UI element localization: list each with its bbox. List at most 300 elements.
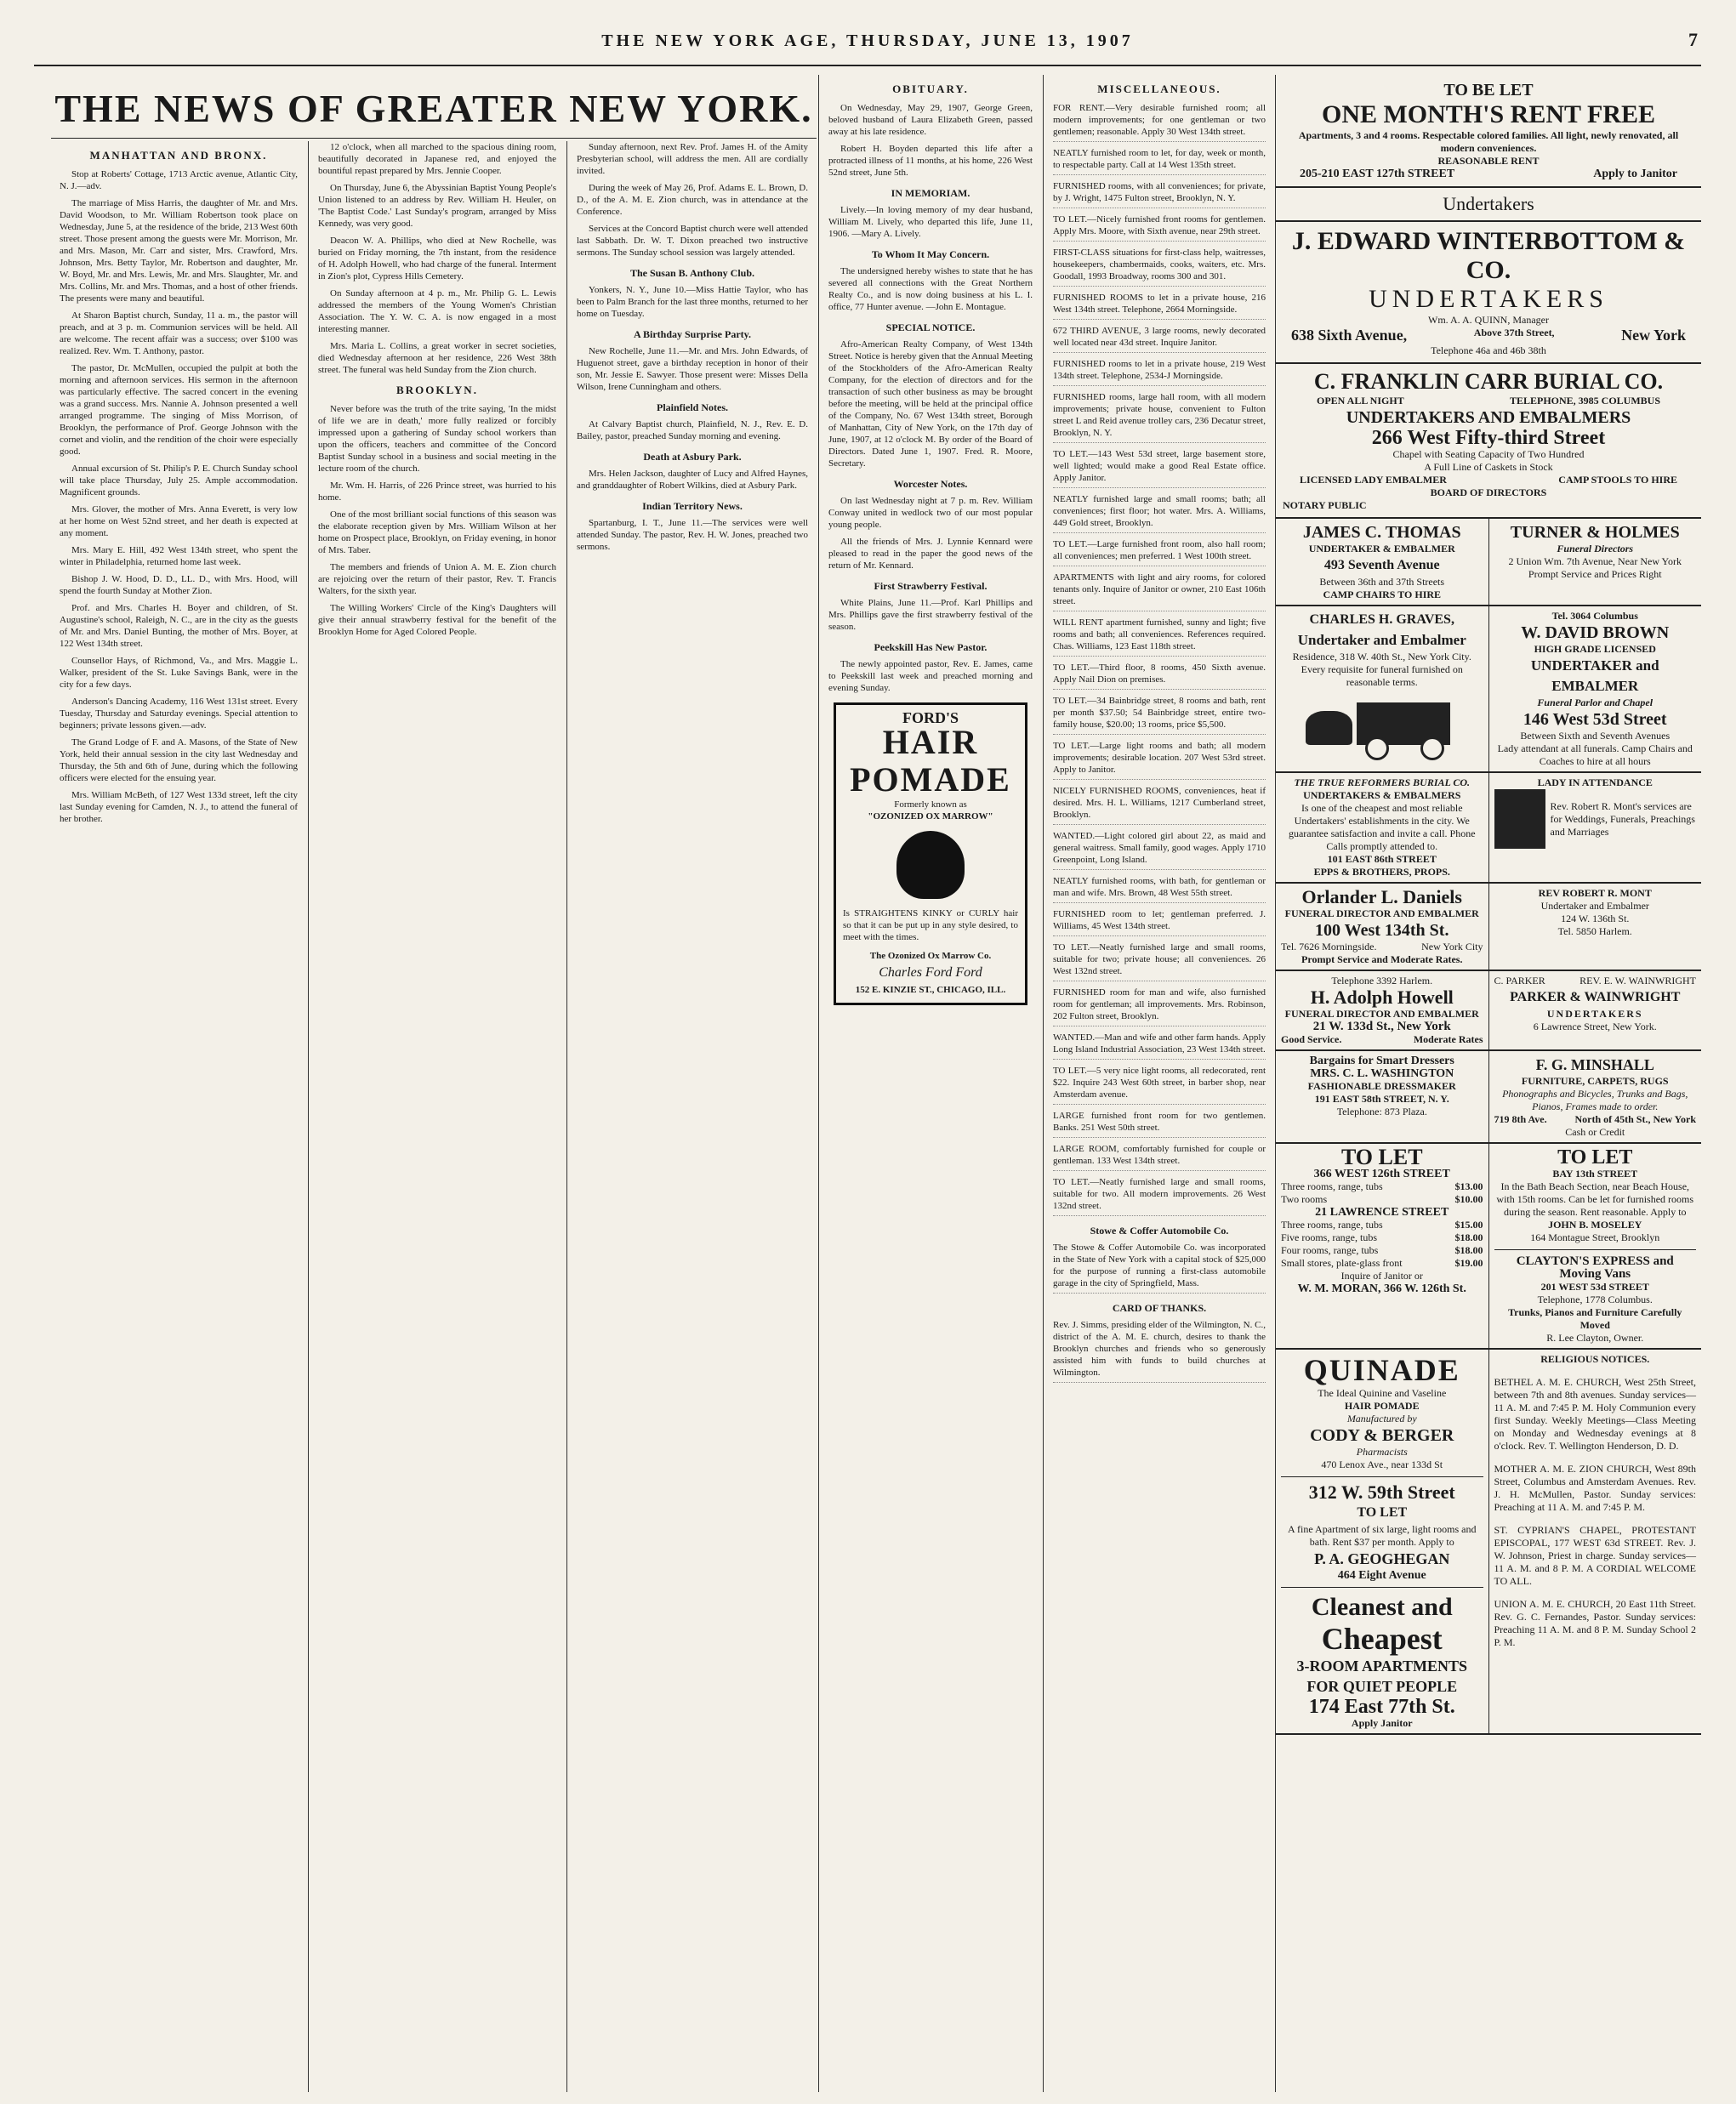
heading-worcester: Worcester Notes.: [893, 478, 968, 490]
paragraph: LARGE ROOM, comfortably furnished for couple or gentleman. 133 West 134th street.: [1053, 1143, 1266, 1171]
paragraph: TO LET.—34 Bainbridge street, 8 rooms and bath, rent per month $37.50; 54 Bainbridge street, entire two-family house, $20.00; 13 rooms, price $5,500.: [1053, 695, 1266, 735]
ad-text: 6 Lawrence Street, New York.: [1533, 1021, 1657, 1032]
ad-text: UNDERTAKERS AND EMBALMERS: [1346, 408, 1631, 427]
paragraph: Mr. Wm. H. Harris, of 226 Prince street, was hurried to his home.: [318, 481, 556, 503]
ad-text: 124 W. 136th St.: [1561, 913, 1630, 924]
classified-ads-list: [1053, 102, 1266, 1216]
ad-text: 101 EAST 86th STREET: [1327, 853, 1437, 865]
pomade-oldname: "OZONIZED OX MARROW": [868, 811, 993, 822]
ad-text: Apply Janitor: [1351, 1717, 1413, 1729]
ad-text: BOARD OF DIRECTORS: [1430, 486, 1547, 498]
column-5-classifieds: [1044, 75, 1274, 2092]
ad-text: Telephone: 873 Plaza.: [1336, 1106, 1427, 1117]
masthead-title: THE NEW YORK AGE, THURSDAY, JUNE 13, 1907: [601, 31, 1134, 50]
section-manhattan: MANHATTAN AND BRONX.: [89, 149, 268, 162]
ad-text: FUNERAL DIRECTOR AND EMBALMER: [1284, 1008, 1479, 1020]
main-headline: THE NEWS OF GREATER NEW YORK.: [51, 78, 817, 139]
ad-text: Inquire of Janitor or: [1340, 1270, 1423, 1282]
paragraph: On Thursday, June 6, the Abyssinian Baptist Young People's Union listened to an address by Rev. William H. Heuler, on 'The Baptist Code.' Last Sunday's program, arranged by Miss Kennedy, was very good.: [318, 183, 556, 229]
paragraph: NEATLY furnished large and small rooms; bath; all conveniences; first floor; hot water. Mrs. A. Williams, 449 Gold street, Brooklyn.: [1053, 493, 1266, 533]
ad-text: NOTARY PUBLIC: [1283, 499, 1367, 511]
paragraph: Robert H. Boyden departed this life after a protracted illness of 11 months, at his home, 226 West 52nd street, June 5th.: [828, 144, 1033, 178]
ad-text: Tel. 3064 Columbus: [1551, 610, 1638, 622]
price-value: $13.00: [1454, 1180, 1483, 1192]
ad-text: BAY 13th STREET: [1552, 1168, 1638, 1180]
paragraph: FURNISHED rooms, with all conveniences; for private, by J. Wright, 1475 Fulton street, Brooklyn, N. Y.: [1053, 180, 1266, 208]
paragraph: The newly appointed pastor, Rev. E. James, came to Peekskill last week and preached morning and evening Sunday.: [828, 659, 1033, 693]
ad-text: LICENSED LADY EMBALMER: [1300, 474, 1447, 486]
ad-text: Above 37th Street,: [1473, 327, 1555, 338]
quinade-religious-row: [1276, 1350, 1701, 1735]
price-value: $15.00: [1454, 1219, 1483, 1231]
ad-text: REV ROBERT R. MONT: [1538, 887, 1652, 899]
paragraph: MOTHER A. M. E. ZION CHURCH, West 89th Street, Columbus and Amsterdam Avenues. Rev. J. H. McMullen, Pastor. Sunday services: Preaching at 11 A. M. and 7:45 P. M.: [1494, 1463, 1696, 1513]
ad-text: Prompt Service and Prices Right: [1528, 568, 1662, 580]
heading-indian-territory: Indian Territory News.: [642, 500, 743, 512]
price-row: [1281, 1244, 1483, 1257]
price-label: Two rooms: [1281, 1193, 1328, 1205]
ad-text: 2 Union Wm. 7th Avenue, Near New York: [1508, 555, 1682, 567]
paragraph: TO LET.—5 very nice light rooms, all redecorated, rent $22. Inquire 243 West 60th street, in barber shop, near Amsterdam avenue.: [1053, 1065, 1266, 1105]
paragraph: WANTED.—Light colored girl about 22, as maid and general waitress. Small family, good wages. Apply 1710 Greenpoint, Long Island.: [1053, 830, 1266, 870]
price-label: Three rooms, range, tubs: [1281, 1219, 1383, 1231]
price-value: $19.00: [1454, 1257, 1483, 1269]
column-2-paragraphs: [318, 141, 556, 376]
ad-text: TO LET: [1557, 1146, 1633, 1169]
price-row: [1281, 1257, 1483, 1270]
heading-birthday: A Birthday Surprise Party.: [633, 328, 751, 340]
column-4-paragraphs-4: [828, 338, 1033, 469]
paragraph: Mrs. Maria L. Collins, a great worker in secret societies, died Wednesday afternoon at her residence, 226 West 38th street. The funeral was held Sunday from the Zion church.: [318, 341, 556, 375]
paragraph: 12 o'clock, when all marched to the spacious dining room, beautifully decorated in Japanese red, and enjoyed the bountiful repast prepared by Mrs. Jennie Cooper.: [318, 142, 556, 176]
column-3-paragraphs-6: [577, 517, 808, 553]
ad-text: Moderate Rates: [1413, 1033, 1483, 1045]
paragraph: Yonkers, N. Y., June 10.—Miss Hattie Taylor, who has been to Palm Branch for the last three months, returned to her home on Tuesday.: [577, 285, 808, 319]
paragraph: During the week of May 26, Prof. Adams E. L. Brown, D. D., of the A. M. E. Zion church, was in attendance at the Conference.: [577, 183, 808, 217]
thomas-turner-row: [1276, 519, 1701, 606]
ad-text: UNDERTAKERS & EMBALMERS: [1303, 789, 1461, 801]
ad-text: Manufactured by: [1346, 1413, 1417, 1424]
ad-text: 201 WEST 53d STREET: [1540, 1281, 1649, 1293]
newspaper-page: [34, 17, 1701, 2092]
paragraph: Afro-American Realty Company, of West 134th Street. Notice is hereby given that the Annual Meeting of the Stockholders of the Afro-American Realty Company, for the election of directors and for the transaction of such other business as may be brought before the meeting, will be held at the principal office of the Company, No. 67 West 134th street, Borough of Manhattan, City of New York, on the 17th day of June, 1907, at 12 o'clock M. By order of the Board of Directors. Dated June 1, 1907. Fred. R. Moore, Secretary.: [828, 339, 1033, 469]
column-1-paragraphs: [60, 168, 298, 825]
ad-text: 205-210 EAST 127th STREET: [1300, 168, 1455, 180]
ad-text: 464 Eight Avenue: [1337, 1569, 1426, 1582]
ad-text: QUINADE: [1303, 1353, 1460, 1387]
ad-text: F. G. MINSHALL: [1535, 1056, 1654, 1073]
column-5-paragraphs-2: [1053, 1319, 1266, 1383]
daniels-mont-row: [1276, 884, 1701, 971]
ad-text: Tel. 5850 Harlem.: [1557, 925, 1632, 937]
pomade-signature: Charles Ford Ford: [879, 965, 982, 980]
washington-ad: [1276, 1051, 1488, 1142]
ad-text: Apply to Janitor: [1593, 168, 1677, 180]
ad-text: 638 Sixth Avenue,: [1291, 327, 1408, 344]
ad-text: Wm. A. A. QUINN, Manager: [1428, 314, 1549, 326]
ad-text: THE TRUE REFORMERS BURIAL CO.: [1294, 776, 1471, 788]
ad-text: 3-ROOM APARTMENTS: [1296, 1658, 1468, 1675]
ad-text: UNDERTAKER and EMBALMER: [1530, 657, 1659, 694]
page-number: 7: [1688, 29, 1701, 50]
ad-text: W. DAVID BROWN: [1521, 623, 1670, 642]
ad-text: Telephone, 1778 Columbus.: [1537, 1294, 1653, 1305]
paragraph: Services at the Concord Baptist church were well attended last Sabbath. Dr. W. T. Dixon preached two instructive sermons. The Sunday school session was largely attended.: [577, 224, 808, 258]
paragraph: TO LET.—Large light rooms and bath; all modern improvements; desirable location. 207 West 53rd street. Apply to Janitor.: [1053, 740, 1266, 780]
ad-text: 164 Montague Street, Brooklyn: [1530, 1231, 1660, 1243]
bay-clayton-col: [1488, 1144, 1702, 1348]
paragraph: NEATLY furnished rooms, with bath, for gentleman or man and wife. Mrs. Brown, 48 West 55th street.: [1053, 875, 1266, 903]
quinade-col: [1276, 1350, 1488, 1733]
ad-text: CLAYTON'S EXPRESS and Moving Vans: [1516, 1254, 1674, 1281]
ad-text: Telephone 46a and 46b 38th: [1431, 344, 1546, 356]
paragraph: FOR RENT.—Very desirable furnished room; all modern improvements; for one gentleman or two gentlemen; reasonable. Apply 30 West 134th street.: [1053, 102, 1266, 142]
paragraph: LARGE furnished front room for two gentlemen. Banks. 251 West 50th street.: [1053, 1110, 1266, 1138]
ad-text: JOHN B. MOSELEY: [1548, 1219, 1642, 1231]
ad-text: Orlander L. Daniels: [1301, 886, 1462, 907]
lady-attendance-ad: [1488, 773, 1702, 882]
column-4: [820, 75, 1041, 2092]
column-3-paragraphs-3: [577, 345, 808, 393]
paragraph: TO LET.—143 West 53d street, large basement store, well lighted; would make a good Real Estate office. Apply Janitor.: [1053, 448, 1266, 488]
ad-text: TO BE LET: [1443, 81, 1534, 100]
ad-text: FURNITURE, CARPETS, RUGS: [1521, 1075, 1669, 1087]
heading-asbury: Death at Asbury Park.: [643, 451, 742, 463]
ad-text: TELEPHONE, 3985 COLUMBUS: [1509, 395, 1660, 407]
paragraph: Mrs. Mary E. Hill, 492 West 134th street, who spent the winter in Philadelphia, returned home last week.: [60, 545, 298, 567]
paragraph: NEATLY furnished room to let, for day, week or month, to respectable party. Call at 14 West 135th street.: [1053, 147, 1266, 175]
ad-text: Telephone 3392 Harlem.: [1331, 975, 1433, 987]
paragraph: BETHEL A. M. E. CHURCH, West 25th Street, between 7th and 8th avenues. Sunday services—11 A. M. and 7:45 P. M. Holy Communion every first Sunday. Weekly Meetings—Class Meeting on Monday and Wednesday evenings at 8 o'clock. Rev. T. Wellington Henderson, D. D.: [1494, 1376, 1696, 1452]
price-value: $18.00: [1454, 1231, 1483, 1243]
ad-text: ONE MONTH'S RENT FREE: [1321, 100, 1655, 128]
ad-text: FUNERAL DIRECTOR AND EMBALMER: [1284, 907, 1479, 919]
advertisement-column: [1276, 75, 1701, 2092]
ad-text: UNDERTAKER & EMBALMER: [1308, 543, 1455, 554]
ad-text: W. M. MORAN, 366 W. 126th St.: [1297, 1282, 1466, 1295]
hair-pomade-ad: [834, 702, 1027, 1005]
turner-ad: [1488, 519, 1702, 605]
carr-burial-ad: [1276, 364, 1701, 519]
paragraph: Never before was the truth of the trite saying, 'In the midst of life we are in death,' more fully realized or forcibly impressed upon a gathering of Sunday school workers than upon the officers, teachers and committee of the Concord Baptist Sunday school in a business and social meeting in the lecture room of the church.: [318, 404, 556, 474]
column-3-paragraphs-5: [577, 468, 808, 492]
ad-text: 21 W. 133d St., New York: [1312, 1020, 1451, 1033]
paragraph: WANTED.—Man and wife and other farm hands. Apply Long Island Industrial Association, 23 West 134th street.: [1053, 1032, 1266, 1060]
undertakers-heading: Undertakers: [1276, 188, 1701, 222]
paragraph: TO LET.—Large furnished front room, also hall room; all conveniences; men preferred. 1 West 100th street.: [1053, 538, 1266, 566]
price-row: [1281, 1180, 1483, 1193]
column-3-paragraphs-2: [577, 284, 808, 320]
pomade-address: 152 E. KINZIE ST., CHICAGO, ILL.: [855, 985, 1006, 995]
column-3-paragraphs: [577, 141, 808, 259]
ad-text: Phonographs and Bicycles, Trunks and Bags, Pianos, Frames made to order.: [1502, 1088, 1688, 1112]
pomade-maker: The Ozonized Ox Marrow Co.: [869, 951, 992, 961]
ad-text: HAIR POMADE: [1344, 1400, 1420, 1412]
ad-text: 21 LAWRENCE STREET: [1315, 1206, 1449, 1219]
paragraph: TO LET.—Third floor, 8 rooms, 450 Sixth avenue. Apply Nail Dion on premises.: [1053, 662, 1266, 690]
ad-text: In the Bath Beach Section, near Beach House, with 15th rooms. Can be let for furnished rooms during the season. Rent reasonable. Apply to: [1496, 1180, 1694, 1218]
ad-text: REASONABLE RENT: [1437, 155, 1540, 167]
paragraph: FURNISHED room to let; gentleman preferred. J. Williams, 45 West 134th street.: [1053, 908, 1266, 936]
ad-text: Trunks, Pianos and Furniture Carefully Moved: [1508, 1306, 1682, 1331]
column-3-paragraphs-4: [577, 418, 808, 442]
column-4-paragraphs-5: [828, 495, 1033, 571]
ad-text: OPEN ALL NIGHT: [1317, 395, 1404, 407]
heading-plainfield: Plainfield Notes.: [657, 401, 728, 413]
price-row: [1281, 1231, 1483, 1244]
ad-text: JAMES C. THOMAS: [1302, 523, 1461, 542]
column-1: [51, 141, 306, 2092]
column-4-paragraphs-2: [828, 204, 1033, 240]
ad-text: 191 EAST 58th STREET, N. Y.: [1314, 1093, 1449, 1105]
paragraph: WILL RENT apartment furnished, sunny and light; five rooms and bath; all conveniences. References required. Chas. Williams, 123 East 118th street.: [1053, 617, 1266, 657]
ad-text: A fine Apartment of six large, light rooms and bath. Rent $37 per month. Apply to: [1288, 1523, 1477, 1548]
ad-text: UNDERTAKERS: [1546, 1008, 1643, 1020]
ad-text: TO LET: [1340, 1145, 1423, 1169]
paragraph: The pastor, Dr. McMullen, occupied the pulpit at both the morning and afternoon services. His sermon in the afternoon was particularly effective. The sacred concert in the evening was a grand success. Mrs. Nannie A. Johnson presented a well arranged programme. The singing of Miss Morrison, of Brooklyn, the performance of Prof. George Johnson with the cornet and violin, and the rendition of the choir were especially good.: [60, 363, 298, 457]
ad-text: Funeral Parlor and Chapel: [1537, 697, 1653, 708]
ad-text: Rev. Robert R. Mont's services are for Weddings, Funerals, Preachings and Marriages: [1550, 799, 1695, 838]
ad-text: MRS. C. L. WASHINGTON: [1310, 1067, 1454, 1080]
paragraph: FIRST-CLASS situations for first-class help, waitresses, housekeepers, chambermaids, cooks, waiters, etc. Mrs. Goodall, 1993 Broadway, rooms 300 and 301.: [1053, 247, 1266, 287]
paragraph: At Sharon Baptist church, Sunday, 11 a. m., the pastor will preach, and at 3 p. m. Communion services will be held. All are welcome. The recent affair was a success; over $100 was realized. Rev. Wm. T. Anthony, pastor.: [60, 310, 298, 356]
paragraph: White Plains, June 11.—Prof. Karl Phillips and Mrs. Phillips gave the first strawberry festival of the season.: [828, 598, 1033, 632]
graves-ad: [1276, 606, 1488, 771]
pomade-body: Is STRAIGHTENS KINKY or CURLY hair so that it can be put up in any style desired, to meet with the times.: [843, 908, 1018, 942]
ad-text: New York: [1621, 327, 1686, 344]
ad-text: Bargains for Smart Dressers: [1309, 1055, 1454, 1067]
ad-text: C. PARKER: [1494, 975, 1545, 987]
thomas-ad: [1276, 519, 1488, 605]
ad-text: Undertaker and Embalmer: [1540, 900, 1649, 912]
ad-text: The Ideal Quinine and Vaseline: [1318, 1387, 1447, 1399]
rent-free-ad: [1276, 75, 1701, 188]
ad-text: 719 8th Ave.: [1494, 1113, 1547, 1125]
paragraph: The Grand Lodge of F. and A. Masons, of the State of New York, held their annual session in the city last Wednesday and Thursday, the 5th and 6th of June, during which the following officers were elected for the ensuing year.: [60, 737, 298, 783]
ad-text: Pharmacists: [1356, 1446, 1408, 1458]
tolet-row: [1276, 1144, 1701, 1350]
rent-price-rows: [1281, 1180, 1483, 1206]
column-2: [310, 141, 565, 2092]
ad-text: CHARLES H. GRAVES,: [1309, 612, 1454, 627]
ad-text: Prompt Service and Moderate Rates.: [1301, 953, 1463, 965]
ad-text: 470 Lenox Ave., near 133d St: [1321, 1459, 1443, 1470]
paragraph: New Rochelle, June 11.—Mr. and Mrs. John Edwards, of Huguenot street, gave a birthday reception in honor of their son, Mr. Jessie E. Sawyer. Those present were: Misses Della Wilson, Irene Cunningham and others.: [577, 346, 808, 392]
column-4-paragraphs-3: [828, 265, 1033, 313]
price-row: [1281, 1219, 1483, 1231]
ad-text: 100 West 134th St.: [1315, 921, 1449, 940]
paragraph: On Sunday afternoon at 4 p. m., Mr. Philip G. L. Lewis addressed the members of the Young Women's Christian Association. The Y. W. C. A. is now engaged in a most interesting manner.: [318, 288, 556, 334]
ad-text: Between 36th and 37th Streets: [1319, 576, 1445, 588]
paragraph: Mrs. Helen Jackson, daughter of Lucy and Alfred Haynes, and granddaughter of Robert Wilkins, died at Asbury Park.: [577, 469, 808, 491]
paragraph: Rev. J. Simms, presiding elder of the Wilmington, N. C., district of the A. M. E. church, desires to thank the Brooklyn churches and friends who so generously assisted him with funds to build churches at Wilmington.: [1053, 1319, 1266, 1383]
heading-peekskill: Peekskill Has New Pastor.: [874, 641, 988, 653]
paragraph: The Stowe & Coffer Automobile Co. was incorporated in the State of New York with a capital stock of $25,000 for the purpose of running a first-class automobile garage in the city of Springfield, Mass.: [1053, 1242, 1266, 1294]
ad-text: REV. E. W. WAINWRIGHT: [1579, 975, 1696, 987]
price-value: $18.00: [1454, 1244, 1483, 1256]
paragraph: Bishop J. W. Hood, D. D., LL. D., with Mrs. Hood, will spend the fourth Sunday at Mother Zion.: [60, 574, 298, 596]
ad-text: UNDERTAKERS: [1369, 285, 1608, 313]
ad-text: Undertaker and Embalmer: [1297, 632, 1466, 648]
ad-text: Cheapest: [1321, 1622, 1443, 1656]
ad-text: H. Adolph Howell: [1310, 987, 1454, 1008]
heading-memoriam: IN MEMORIAM.: [891, 187, 970, 199]
section-obituary: OBITUARY.: [892, 82, 969, 95]
price-label: Four rooms, range, tubs: [1281, 1244, 1379, 1256]
heading-special-notice: SPECIAL NOTICE.: [885, 321, 976, 333]
paragraph: Sunday afternoon, next Rev. Prof. James H. of the Amity Presbyterian school, will address the men. All are cordially invited.: [577, 142, 808, 176]
parker-ad: [1488, 971, 1702, 1049]
tolet-366-ad: [1276, 1144, 1488, 1348]
paragraph: Mrs. William McBeth, of 127 West 133d street, left the city last Sunday evening for Camden, N. J., to attend the funeral of her brother.: [60, 790, 298, 824]
paragraph: All the friends of Mrs. J. Lynnie Kennard were pleased to read in the paper the good news of the return of Mr. Kennard.: [828, 537, 1033, 571]
reformers-ad: [1276, 773, 1488, 882]
religious-heading: RELIGIOUS NOTICES.: [1540, 1353, 1650, 1365]
heading-strawberry: First Strawberry Festival.: [874, 580, 988, 592]
ad-text: Cash or Credit: [1565, 1126, 1625, 1138]
price-row: [1281, 1193, 1483, 1206]
ad-text: Cleanest and: [1311, 1593, 1453, 1621]
column-5-paragraphs: [1053, 1242, 1266, 1294]
paragraph: NICELY FURNISHED ROOMS, conveniences, heat if desired. Mrs. H. L. Williams, 1217 Cumberland street, Brooklyn.: [1053, 785, 1266, 825]
column-4-paragraphs-6: [828, 597, 1033, 633]
paragraph: One of the most brilliant social functions of this season was the elaborate reception given by Mrs. William Wilson at her home on Prospect place, Brooklyn, on Friday evening, in honor of Mrs. Taber.: [318, 509, 556, 555]
paragraph: Deacon W. A. Phillips, who died at New Rochelle, was buried on Friday morning, the 7th instant, from the residence of H. Adolph Howell, who had charge of the funeral. Interment in Zion's plot, Cypress Hills Cemetery.: [318, 236, 556, 281]
column-4-paragraphs: [828, 102, 1033, 179]
ad-text: 174 East 77th St.: [1308, 1696, 1455, 1718]
paragraph: FURNISHED rooms, large hall room, with all modern improvements; private house, convenient to Fulton street L and Reid avenue trolley cars, 236 Decatur street, Brooklyn, N. Y.: [1053, 391, 1266, 443]
mont-ad: [1488, 884, 1702, 970]
heading-anthony-club: The Susan B. Anthony Club.: [629, 267, 755, 279]
ad-text: PARKER & WAINWRIGHT: [1510, 990, 1681, 1004]
rent-price-rows: [1281, 1219, 1483, 1270]
ad-text: Lady attendant at all funerals. Camp Chairs and Coaches to hire at all hours: [1497, 742, 1693, 767]
paragraph: Annual excursion of St. Philip's P. E. Church Sunday school will take place Thursday, July 25. Ample accommodation. Magnificent grounds.: [60, 463, 298, 498]
ad-text: J. EDWARD WINTERBOTTOM & CO.: [1291, 227, 1686, 284]
ad-text: TURNER & HOLMES: [1510, 523, 1680, 542]
pomade-name: HAIR POMADE: [850, 723, 1011, 799]
ad-text: Tel. 7626 Morningside.: [1281, 941, 1377, 952]
ad-text: Residence, 318 W. 40th St., New York City. Every requisite for funeral furnished on reasonable terms.: [1292, 651, 1471, 688]
column-rule: [308, 141, 309, 2092]
heading-card-thanks: CARD OF THANKS.: [1112, 1302, 1207, 1314]
pomade-brand: FORD'S: [902, 709, 959, 726]
minshall-ad: [1488, 1051, 1702, 1142]
column-3: [568, 141, 817, 2092]
ad-text: EPPS & BROTHERS, PROPS.: [1313, 866, 1450, 878]
paragraph: Spartanburg, I. T., June 11.—The services were well attended Sunday. The pastor, Rev. H. W. Jones, preached two sermons.: [577, 518, 808, 552]
paragraph: Counsellor Hays, of Richmond, Va., and Mrs. Maggie L. Walker, president of the St. Luke Savings Bank, were in the city for a few days.: [60, 656, 298, 690]
paragraph: TO LET.—Nicely furnished front rooms for gentlemen. Apply Mrs. Moore, with Sixth avenue, near 29th street.: [1053, 213, 1266, 242]
ad-text: FOR QUIET PEOPLE: [1306, 1678, 1458, 1695]
portrait-photo-icon: [1494, 789, 1545, 849]
ad-text: P. A. GEOGHEGAN: [1314, 1550, 1450, 1567]
graves-brown-row: [1276, 606, 1701, 773]
ad-text: North of 45th St., New York: [1574, 1113, 1696, 1125]
ad-text: FASHIONABLE DRESSMAKER: [1307, 1080, 1456, 1092]
paragraph: UNION A. M. E. CHURCH, 20 East 11th Street. Rev. G. C. Fernandes, Pastor. Sunday services: Preaching 11 A. M. and 8 P. M. Sunday School 2 P. M.: [1494, 1598, 1696, 1648]
price-label: Three rooms, range, tubs: [1281, 1180, 1383, 1192]
column-rule: [818, 75, 819, 2092]
winterbottom-ad: [1276, 222, 1701, 364]
paragraph: On Wednesday, May 29, 1907, George Green, beloved husband of Laura Elizabeth Green, passed away at his late residence.: [828, 103, 1033, 137]
pomade-formerly: Formerly known as: [894, 799, 967, 810]
paragraph: The Willing Workers' Circle of the King's Daughters will give their annual strawberry festival for the benefit of the Brooklyn Home for Aged Colored People.: [318, 603, 556, 637]
religious-items: [1494, 1376, 1697, 1649]
ad-text: R. Lee Clayton, Owner.: [1546, 1332, 1644, 1344]
ad-text: HIGH GRADE LICENSED: [1534, 643, 1656, 655]
ad-text: New York City: [1421, 941, 1483, 952]
masthead: [34, 17, 1701, 66]
paragraph: ST. CYPRIAN'S CHAPEL, PROTESTANT EPISCOPAL, 177 WEST 63d STREET. Rev. J. W. Johnson, Priest in charge. Sunday services—11 A. M. and 8 P. M. A CORDIAL WELCOME TO ALL.: [1494, 1524, 1696, 1587]
column-2-paragraphs-2: [318, 403, 556, 638]
ad-text: LADY IN ATTENDANCE: [1537, 776, 1653, 788]
ad-text: C. FRANKLIN CARR BURIAL CO.: [1313, 369, 1664, 394]
paragraph: Prof. and Mrs. Charles H. Boyer and children, of St. Augustine's school, Raleigh, N. C., are in the city as the guests of Mr. and Mrs. Daniel Bunting, the mother of Mrs. Boyer, at 122 West 134th street.: [60, 603, 298, 649]
brown-ad: [1488, 606, 1702, 771]
paragraph: The undersigned hereby wishes to state that he has severed all connections with the Great Northern Realty Co., and is now doing business at his L. I. office, 77 Hunter avenue. —John E. Montague.: [828, 266, 1033, 312]
washington-minshall-row: [1276, 1051, 1701, 1144]
ad-text: CAMP CHAIRS TO HIRE: [1323, 589, 1442, 600]
paragraph: TO LET.—Neatly furnished large and small rooms, suitable for two; private house; all conveniences. 26 West 132nd street.: [1053, 941, 1266, 981]
paragraph: Stop at Roberts' Cottage, 1713 Arctic avenue, Atlantic City, N. J.—adv.: [60, 169, 298, 191]
ad-text: 366 WEST 126th STREET: [1313, 1168, 1450, 1180]
paragraph: On last Wednesday night at 7 p. m. Rev. William Conway united in wedlock two of our most popular young people.: [828, 496, 1033, 530]
ad-text: 493 Seventh Avenue: [1323, 558, 1440, 572]
paragraph: 672 THIRD AVENUE, 3 large rooms, newly decorated well located near 43d street. Inquire Janitor.: [1053, 325, 1266, 353]
religious-notices: [1488, 1350, 1702, 1733]
ad-text: Chapel with Seating Capacity of Two Hundred: [1392, 448, 1585, 460]
column-4-paragraphs-7: [828, 658, 1033, 694]
paragraph: FURNISHED rooms to let in a private house, 219 West 134th street. Telephone, 2534-J Morningside.: [1053, 358, 1266, 386]
price-label: Small stores, plate-glass front: [1281, 1257, 1403, 1269]
ad-text: CODY & BERGER: [1310, 1426, 1454, 1445]
section-brooklyn: BROOKLYN.: [396, 384, 478, 396]
paragraph: FURNISHED room for man and wife, also furnished room for gentleman; all improvements. Mrs. Robinson, 202 Fulton street, Brooklyn.: [1053, 987, 1266, 1026]
ad-text: Funeral Directors: [1557, 543, 1634, 554]
paragraph: Lively.—In loving memory of my dear husband, William M. Lively, who departed this life, June 11, 1906. —Mary A. Lively.: [828, 205, 1033, 239]
heading-automobile: Stowe & Coffer Automobile Co.: [1090, 1225, 1229, 1237]
ad-text: Between Sixth and Seventh Avenues: [1520, 730, 1671, 742]
portrait-silhouette-icon: [896, 831, 965, 899]
paragraph: Anderson's Dancing Academy, 116 West 131st street. Every Tuesday, Thursday and Saturday evenings. Special attention to beginners; private lessons given.—adv.: [60, 697, 298, 731]
ad-text: 312 W. 59th Street: [1308, 1481, 1455, 1503]
reformers-lady-row: [1276, 773, 1701, 884]
ad-text: 146 West 53d Street: [1523, 710, 1667, 729]
section-miscellaneous: MISCELLANEOUS.: [1097, 82, 1221, 95]
ad-text: CAMP STOOLS TO HIRE: [1558, 474, 1677, 486]
heading-to-whom: To Whom It May Concern.: [871, 248, 990, 260]
column-rule: [566, 141, 567, 2092]
howell-ad: [1276, 971, 1488, 1049]
ad-text: TO LET: [1357, 1505, 1408, 1520]
column-rule: [1043, 75, 1044, 2092]
price-label: Five rooms, range, tubs: [1281, 1231, 1377, 1243]
ad-text: 266 West Fifty-third Street: [1371, 427, 1606, 449]
ad-text: Is one of the cheapest and most reliable Undertakers' establishments in the city. We guarantee satisfaction and invite a call. Phone Calls promptly attended to.: [1288, 802, 1476, 852]
paragraph: FURNISHED ROOMS to let in a private house, 216 West 134th street. Telephone, 2664 Morningside.: [1053, 292, 1266, 320]
paragraph: The members and friends of Union A. M. E. Zion church are rejoicing over the return of their pastor, Rev. T. Francis Walters, for the sixth year.: [318, 562, 556, 596]
daniels-ad: [1276, 884, 1488, 970]
price-value: $10.00: [1454, 1193, 1483, 1205]
ad-text: Good Service.: [1281, 1033, 1342, 1045]
ad-text: A Full Line of Caskets in Stock: [1424, 461, 1553, 473]
howell-parker-row: [1276, 971, 1701, 1051]
paragraph: At Calvary Baptist church, Plainfield, N. J., Rev. E. D. Bailey, pastor, preached Sunday morning and evening.: [577, 419, 808, 441]
paragraph: Mrs. Glover, the mother of Mrs. Anna Everett, is very low at her home on West 52nd street, and her death is expected at any moment.: [60, 504, 298, 538]
hearse-icon: [1306, 694, 1459, 762]
paragraph: TO LET.—Neatly furnished large and small rooms, suitable for two. All modern improvements. 26 West 132nd street.: [1053, 1176, 1266, 1216]
